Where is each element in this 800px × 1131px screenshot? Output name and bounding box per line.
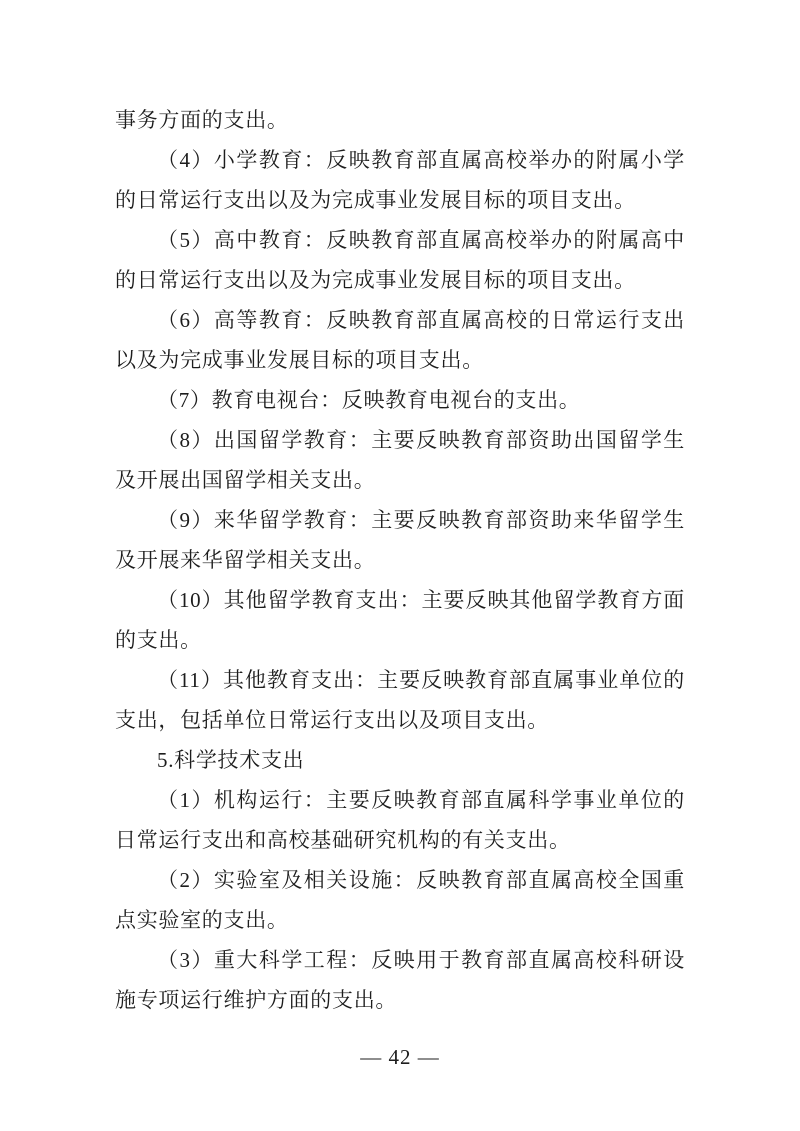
paragraph: （11）其他教育支出：主要反映教育部直属事业单位的支出，包括单位日常运行支出以及项目支出。 (115, 668, 685, 732)
paragraph: （10）其他留学教育支出：主要反映其他留学教育方面的支出。 (115, 588, 685, 652)
paragraph: （9）来华留学教育：主要反映教育部资助来华留学生及开展来华留学相关支出。 (115, 508, 685, 572)
paragraph: （2）实验室及相关设施：反映教育部直属高校全国重点实验室的支出。 (115, 868, 685, 932)
paragraph: （3）重大科学工程：反映用于教育部直属高校科研设施专项运行维护方面的支出。 (115, 948, 685, 1012)
paragraph: （8）出国留学教育：主要反映教育部资助出国留学生及开展出国留学相关支出。 (115, 428, 685, 492)
paragraph: （1）机构运行：主要反映教育部直属科学事业单位的日常运行支出和高校基础研究机构的有关支出。 (115, 788, 685, 852)
paragraph: （6）高等教育：反映教育部直属高校的日常运行支出以及为完成事业发展目标的项目支出。 (115, 308, 685, 372)
page-number: — 42 — (360, 1045, 440, 1069)
paragraph: （4）小学教育：反映教育部直属高校举办的附属小学的日常运行支出以及为完成事业发展目标的项目支出。 (115, 148, 685, 212)
paragraph: （5）高中教育：反映教育部直属高校举办的附属高中的日常运行支出以及为完成事业发展目标的项目支出。 (115, 228, 685, 292)
paragraph: （7）教育电视台：反映教育电视台的支出。 (157, 388, 581, 412)
page-footer (0, 1045, 800, 1070)
paragraph: 5.科学技术支出 (157, 748, 305, 772)
paragraph: 事务方面的支出。 (115, 108, 289, 132)
